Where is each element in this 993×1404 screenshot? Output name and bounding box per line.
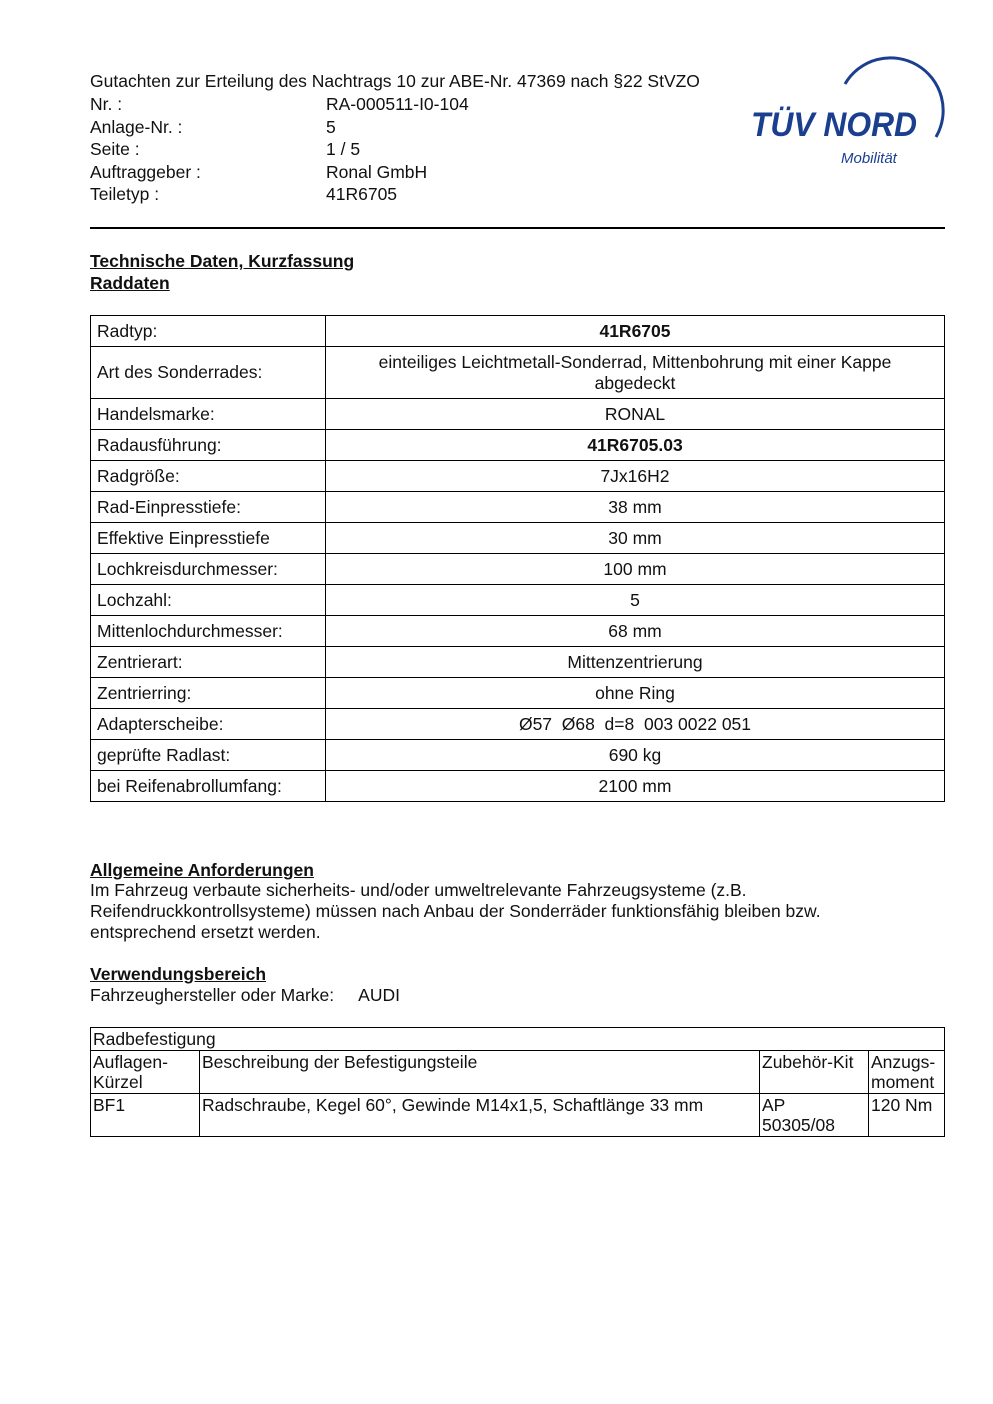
row-label: bei Reifenabrollumfang: [91, 771, 326, 802]
row-label: Mittenlochdurchmesser: [91, 616, 326, 647]
table-row [91, 461, 945, 492]
usage-brand: AUDI [358, 985, 400, 1005]
table-row [91, 492, 945, 523]
meta-value: 1 / 5 [326, 139, 361, 159]
paragraph-line: Im Fahrzeug verbaute sicherheits- und/oder umweltrelevante Fahrzeugsysteme (z.B. [90, 880, 747, 900]
meta-label: Anlage-Nr. : [90, 116, 183, 137]
header-divider [90, 227, 945, 229]
row-value: Mittenzentrierung [326, 647, 945, 678]
cell-code: BF1 [91, 1094, 200, 1137]
row-label: Zentrierart: [91, 647, 326, 678]
header-cell: Beschreibung der Befestigungsteile [200, 1051, 760, 1094]
header-cell [869, 1051, 945, 1094]
table-row [91, 347, 945, 399]
table-row [91, 740, 945, 771]
section-title-requirements: Allgemeine Anforderungen [90, 860, 314, 880]
row-value-line: abgedeckt [594, 372, 676, 393]
row-value: ohne Ring [326, 678, 945, 709]
kit-line: 50305/08 [762, 1115, 835, 1135]
meta-label: Nr. : [90, 94, 123, 114]
header-line: Auflagen- [93, 1052, 168, 1072]
document-title: Gutachten zur Erteilung des Nachtrags 10 zur ABE-Nr. 47369 nach §22 StVZO [90, 71, 700, 91]
table-row [91, 678, 945, 709]
meta-value: 41R6705 [326, 184, 398, 204]
meta-row-auftraggeber [90, 161, 469, 184]
row-label: Radtyp: [91, 316, 326, 347]
row-label: geprüfte Radlast: [91, 740, 326, 771]
table-row [91, 399, 945, 430]
row-value: 7Jx16H2 [326, 461, 945, 492]
table-row [91, 1094, 945, 1137]
cell-torque: 120 Nm [869, 1094, 945, 1137]
meta-label: Seite : [90, 139, 140, 159]
tuv-nord-logo [745, 44, 950, 174]
row-value: RONAL [326, 399, 945, 430]
row-label: Radgröße: [91, 461, 326, 492]
row-label: Radausführung: [91, 430, 326, 461]
wheel-data-table [90, 315, 945, 802]
header-cell: Zubehör-Kit [760, 1051, 869, 1094]
table-row [91, 771, 945, 802]
row-label: Effektive Einpresstiefe [91, 523, 326, 554]
usage-line [90, 985, 400, 1006]
meta-label: Auftraggeber : [90, 161, 201, 182]
row-label: Rad-Einpresstiefe: [91, 492, 326, 523]
row-label: Art des Sonderrades: [91, 347, 326, 399]
table-row [91, 554, 945, 585]
table-row [91, 616, 945, 647]
row-value: 68 mm [326, 616, 945, 647]
section-title-usage: Verwendungsbereich [90, 964, 267, 984]
table-caption: Radbefestigung [91, 1028, 945, 1051]
table-header-row [91, 1051, 945, 1094]
meta-row-teiletyp [90, 183, 469, 206]
kit-line: AP [762, 1095, 786, 1115]
table-row [91, 316, 945, 347]
section-subtitle-raddaten: Raddaten [90, 273, 170, 293]
row-value: Ø57 Ø68 d=8 003 0022 051 [326, 709, 945, 740]
document-meta [90, 93, 469, 206]
row-value: 690 kg [326, 740, 945, 771]
row-value-line: einteiliges Leichtmetall-Sonderrad, Mittenbohrung mit einer Kappe [378, 351, 892, 372]
row-value: 2100 mm [326, 771, 945, 802]
meta-value: 5 [326, 116, 336, 137]
table-row [91, 430, 945, 461]
table-row [91, 647, 945, 678]
table-row [91, 585, 945, 616]
meta-row-seite [90, 138, 469, 161]
paragraph-line: entsprechend ersetzt werden. [90, 922, 321, 942]
row-label: Adapterscheibe: [91, 709, 326, 740]
fixing-table [90, 1027, 945, 1137]
row-value: 100 mm [326, 554, 945, 585]
usage-label: Fahrzeughersteller oder Marke: [90, 985, 335, 1005]
header-line: Kürzel [93, 1072, 143, 1092]
row-value [326, 347, 945, 399]
logo-sub: Mobilität [841, 150, 897, 167]
table-row [91, 709, 945, 740]
row-value: 41R6705.03 [326, 430, 945, 461]
row-value: 38 mm [326, 492, 945, 523]
row-value: 30 mm [326, 523, 945, 554]
meta-value: Ronal GmbH [326, 161, 428, 182]
logo-brand: TÜV NORD [751, 106, 917, 144]
cell-kit [760, 1094, 869, 1137]
meta-value: RA-000511-I0-104 [326, 94, 469, 114]
table-row [91, 523, 945, 554]
header-cell [91, 1051, 200, 1094]
section-title-technical-data: Technische Daten, Kurzfassung [90, 251, 355, 271]
row-label: Lochkreisdurchmesser: [91, 554, 326, 585]
paragraph-line: Reifendruckkontrollsysteme) müssen nach Anbau der Sonderräder funktionsfähig bleiben bzw. [90, 901, 821, 921]
meta-row-nr [90, 93, 469, 116]
meta-label: Teiletyp : [90, 184, 160, 204]
row-value: 5 [326, 585, 945, 616]
row-label: Handelsmarke: [91, 399, 326, 430]
requirements-text [90, 880, 950, 943]
row-label: Zentrierring: [91, 678, 326, 709]
meta-row-anlage [90, 116, 469, 139]
header-line: Anzugs- [871, 1052, 936, 1072]
row-label: Lochzahl: [91, 585, 326, 616]
table-caption-row [91, 1028, 945, 1051]
header-line: moment [871, 1072, 935, 1092]
row-value: 41R6705 [326, 316, 945, 347]
cell-description: Radschraube, Kegel 60°, Gewinde M14x1,5, Schaftlänge 33 mm [200, 1094, 760, 1137]
